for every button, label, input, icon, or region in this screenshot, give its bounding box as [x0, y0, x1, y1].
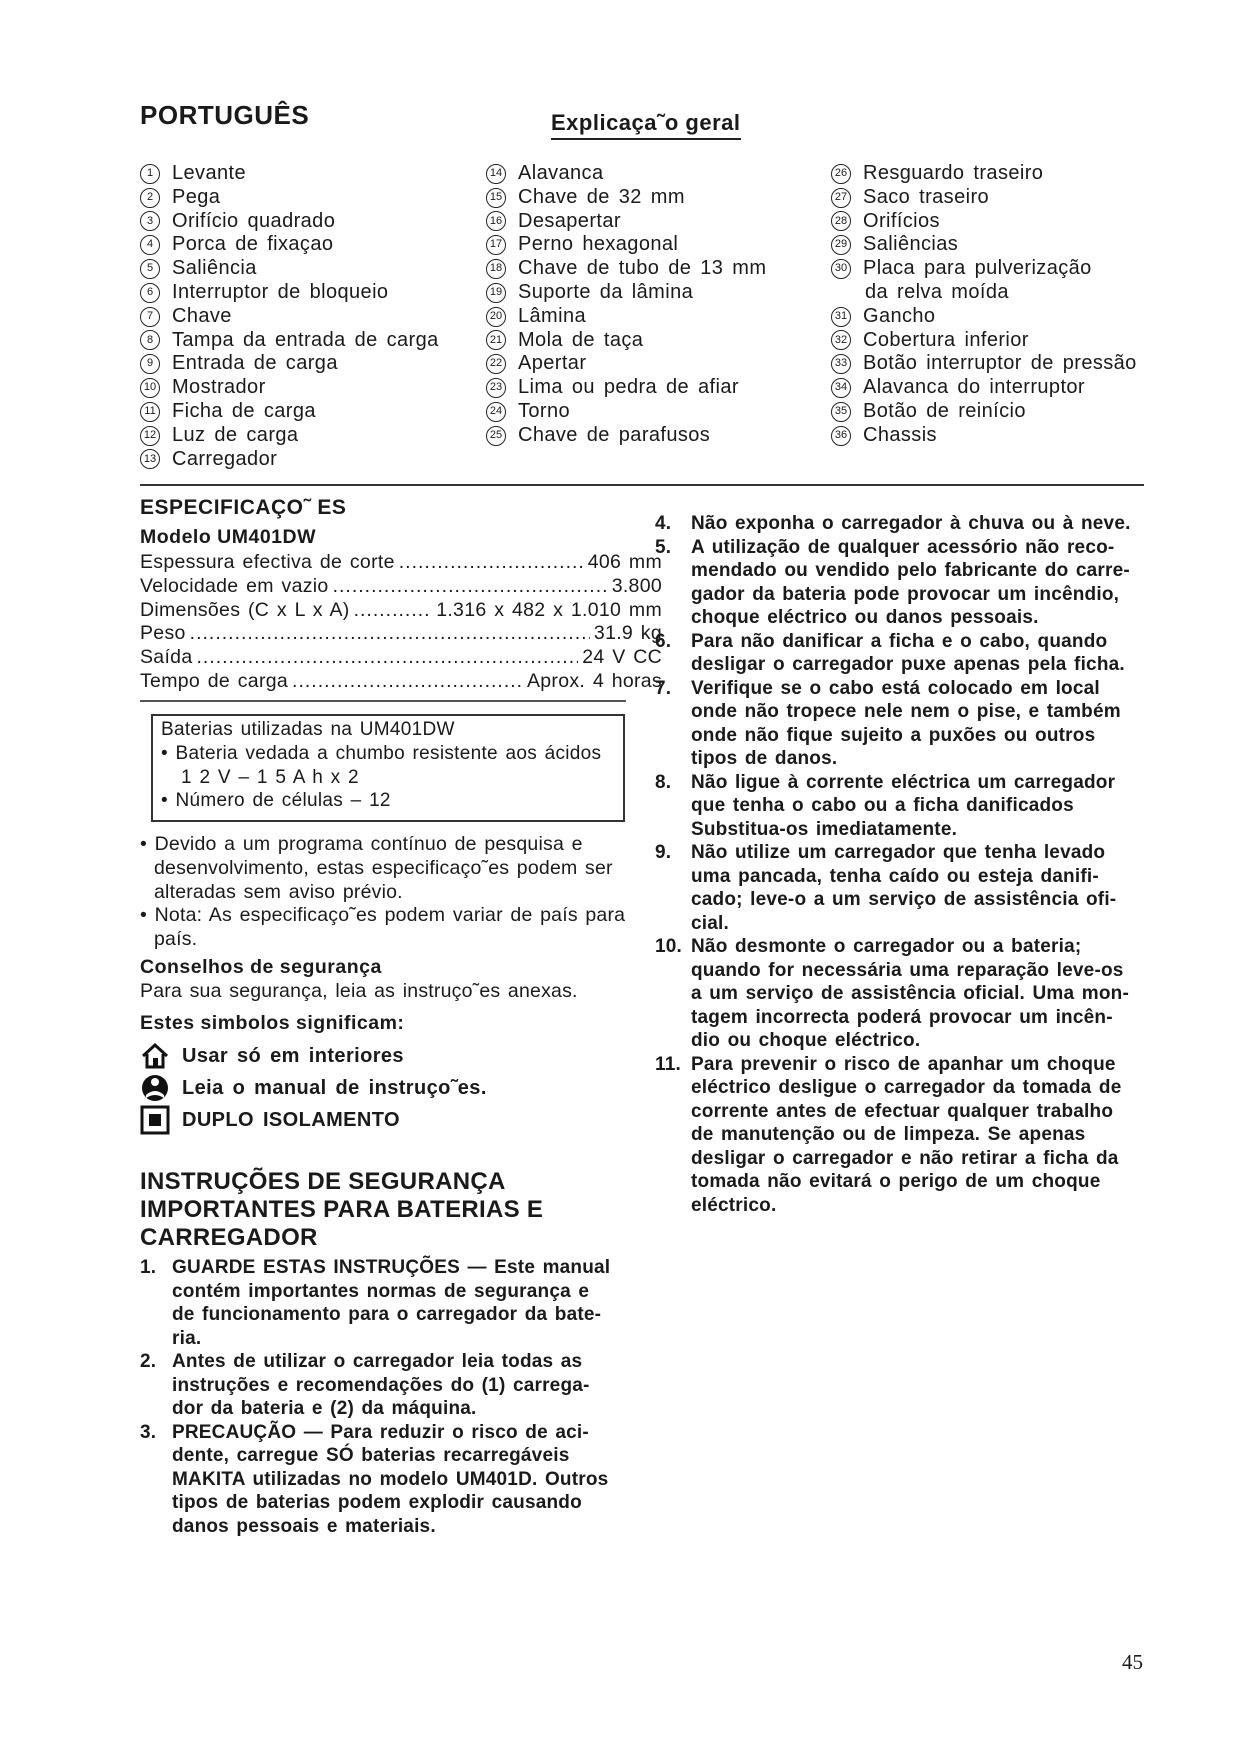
part-item: [486, 329, 766, 353]
part-label: Botão de reinício: [863, 399, 1026, 422]
instruction-line: onde não tropece nele nem o pise, e também: [691, 701, 1121, 722]
note-1-line-3: alteradas sem aviso prévio.: [154, 880, 403, 903]
dot-leader: [354, 599, 433, 623]
instruction-number: 2.: [140, 1351, 157, 1372]
part-label: Chave de 32 mm: [518, 185, 685, 208]
heading-line-3: CARREGADOR: [140, 1224, 318, 1251]
part-item: [140, 329, 439, 353]
part-item: [140, 233, 439, 257]
instruction-item: [140, 1256, 670, 1350]
instruction-number: 8.: [655, 771, 672, 793]
spec-value: 3.800: [611, 574, 662, 597]
part-number-badge: 12: [140, 426, 160, 446]
instruction-line: tomada não evitará o perigo de um choque: [691, 1171, 1101, 1192]
part-label: Carregador: [172, 447, 278, 470]
part-number-badge: 17: [486, 235, 506, 255]
double-insulation-icon: [140, 1105, 170, 1135]
instruction-item: [655, 771, 1195, 842]
parts-list-col1: [140, 162, 439, 471]
instruction-line: instruções e recomendações do (1) carrega-: [172, 1374, 590, 1396]
note-2-line-2: país.: [154, 928, 198, 951]
part-number-badge: 13: [140, 449, 160, 469]
part-item: [140, 257, 439, 281]
part-number-badge: 21: [486, 330, 506, 350]
part-number-badge: 20: [486, 307, 506, 327]
instructions-list-right: [655, 512, 1195, 1217]
battery-box-line2: 1 2 V – 1 5 A h x 2: [181, 766, 359, 788]
part-label: Placa para pulverização: [863, 257, 1092, 280]
instruction-line: danos pessoais e materiais.: [172, 1515, 436, 1537]
part-label: Apertar: [518, 352, 587, 375]
part-number-badge: 24: [486, 402, 506, 422]
safety-advice-title: Conselhos de segurança: [140, 956, 382, 978]
symbol-manual-row: [140, 1072, 487, 1104]
instruction-line: de manutenção ou de limpeza. Se apenas: [691, 1124, 1086, 1145]
parts-list-col2: [486, 162, 766, 448]
part-label: Orifícios: [863, 209, 940, 232]
part-item: [140, 424, 439, 448]
symbol-indoor-row: [140, 1040, 487, 1072]
part-item: [140, 400, 439, 424]
part-label: Perno hexagonal: [518, 233, 679, 256]
title-underline: [551, 138, 741, 140]
spec-value: 24 V CC: [582, 646, 662, 669]
instruction-line: Verifique se o cabo está colocado em local: [691, 677, 1100, 699]
part-label: Luz de carga: [172, 423, 299, 446]
symbols-list: [140, 1040, 487, 1136]
instruction-line: corrente antes de efectuar qualquer trabalho: [691, 1100, 1114, 1122]
part-label: Suporte da lâmina: [518, 280, 694, 303]
dot-leader: [190, 622, 590, 646]
battery-box-line3: • Número de células – 12: [161, 790, 391, 812]
battery-box-title: Baterias utilizadas na UM401DW: [161, 719, 455, 740]
instruction-line: contém importantes normas de segurança e: [172, 1280, 590, 1302]
instruction-line: gador da bateria pode provocar um incêndio,: [691, 583, 1120, 605]
part-number-badge: 18: [486, 259, 506, 279]
part-number-badge: 9: [140, 354, 160, 374]
instruction-line: dio ou choque eléctrico.: [691, 1030, 921, 1051]
part-number-badge: 6: [140, 283, 160, 303]
part-label: Pega: [172, 185, 221, 208]
part-number-badge: 23: [486, 378, 506, 398]
part-item: [486, 376, 766, 400]
part-number-badge: 25: [486, 426, 506, 446]
symbol-double-insulation-label: DUPLO ISOLAMENTO: [182, 1108, 400, 1131]
part-item: [486, 162, 766, 186]
part-item: [486, 424, 766, 448]
part-number-badge: 29: [831, 235, 851, 255]
page-number: 45: [1122, 1650, 1143, 1674]
part-label: Gancho: [863, 304, 936, 327]
instruction-line: tagem incorrecta poderá provocar um incên-: [691, 1006, 1113, 1028]
part-number-badge: 26: [831, 164, 851, 184]
dot-leader: [333, 575, 608, 599]
instruction-line: dente, carregue SÓ baterias recarregáveis: [172, 1445, 570, 1466]
part-label: Chassis: [863, 423, 937, 446]
dot-leader: [399, 551, 584, 575]
specifications-table: [140, 551, 662, 694]
instruction-number: 11.: [655, 1053, 681, 1075]
symbols-title: Estes simbolos significam:: [140, 1012, 405, 1034]
parts-list-col3: [831, 162, 1137, 448]
part-item: [831, 186, 1137, 210]
part-label-continuation: da relva moída: [865, 280, 1009, 303]
battery-info-box: [151, 714, 625, 822]
part-label: Mola de taça: [518, 328, 644, 351]
part-label: Tampa da entrada de carga: [172, 328, 439, 351]
instruction-line: Não utilize um carregador que tenha levado: [691, 842, 1106, 863]
instruction-line: onde não fique sujeito a puxões ou outros: [691, 724, 1096, 746]
instruction-line: cial.: [691, 912, 729, 934]
part-label: Saliências: [863, 233, 959, 256]
spec-row: [140, 622, 662, 646]
instruction-line: Não exponha o carregador à chuva ou à neve.: [691, 513, 1131, 534]
instruction-line: Para não danificar a ficha e o cabo, quando: [691, 630, 1108, 652]
part-number-badge: 35: [831, 402, 851, 422]
instruction-item: [655, 536, 1195, 630]
part-number-badge: 22: [486, 354, 506, 374]
part-number-badge: 5: [140, 259, 160, 279]
instruction-line: Antes de utilizar o carregador leia todas as: [172, 1351, 583, 1372]
instruction-line: Substitua-os imediatamente.: [691, 818, 958, 840]
part-item: [831, 424, 1137, 448]
part-item: [831, 162, 1137, 186]
spec-label: Velocidade em vazio: [140, 574, 329, 597]
part-item: [831, 376, 1137, 400]
part-item: [140, 162, 439, 186]
part-item: [140, 305, 439, 329]
instruction-number: 5.: [655, 536, 672, 558]
instruction-number: 9.: [655, 842, 672, 863]
instruction-item: [655, 841, 1195, 935]
part-label: Entrada de carga: [172, 352, 338, 375]
part-item: [486, 281, 766, 305]
part-number-badge: 1: [140, 164, 160, 184]
part-number-badge: 2: [140, 188, 160, 208]
part-item: [486, 400, 766, 424]
instruction-number: 7.: [655, 677, 672, 699]
part-label: Ficha de carga: [172, 399, 316, 422]
part-item: [831, 257, 1137, 281]
spec-row: [140, 551, 662, 575]
instruction-line: choque eléctrico ou danos pessoais.: [691, 607, 1039, 628]
part-item: [486, 233, 766, 257]
instruction-line: mendado ou vendido pelo fabricante do carre-: [691, 560, 1130, 581]
part-label: Mostrador: [172, 376, 266, 399]
instruction-number: 1.: [140, 1257, 157, 1278]
part-number-badge: 11: [140, 402, 160, 422]
spec-row: [140, 670, 662, 694]
part-number-badge: 32: [831, 330, 851, 350]
page-language-heading: PORTUGUÊS: [140, 100, 310, 130]
instruction-item: [655, 1053, 1195, 1218]
part-item: [486, 210, 766, 234]
part-number-badge: 3: [140, 211, 160, 231]
instruction-line: desligar o carregador e não retirar a ficha da: [691, 1147, 1119, 1169]
instructions-list-left: [140, 1256, 670, 1538]
symbol-indoor-label: Usar só em interiores: [182, 1044, 404, 1067]
part-label: Orifício quadrado: [172, 209, 336, 232]
part-item: [831, 233, 1137, 257]
part-label: Interruptor de bloqueio: [172, 280, 389, 303]
spec-label: Espessura efectiva de corte: [140, 551, 395, 573]
part-label: Alavanca do interruptor: [863, 376, 1085, 399]
instruction-line: Não desmonte o carregador ou a bateria;: [691, 936, 1082, 957]
instruction-line: dor da bateria e (2) da máquina.: [172, 1398, 477, 1419]
part-number-badge: 31: [831, 307, 851, 327]
read-manual-icon: [140, 1073, 170, 1103]
symbol-manual-label: Leia o manual de instruço˜es.: [182, 1076, 487, 1099]
instruction-item: [655, 935, 1195, 1053]
part-number-badge: 19: [486, 283, 506, 303]
spec-notes: [140, 833, 680, 952]
instruction-line: A utilização de qualquer acessório não reco-: [691, 536, 1115, 558]
spec-label: Dimensões (C x L x A): [140, 598, 350, 621]
instruction-line: de funcionamento para o carregador da bate-: [172, 1304, 602, 1325]
part-label: Chave de tubo de 13 mm: [518, 257, 767, 280]
safety-advice-text: Para sua segurança, leia as instruço˜es anexas.: [140, 980, 578, 1002]
spec-label: Saída: [140, 646, 193, 669]
instruction-item: [655, 630, 1195, 677]
note-1-line-2: desenvolvimento, estas especificaço˜es podem ser: [154, 856, 613, 879]
note-1-line-1: • Devido a um programa contínuo de pesquisa e: [140, 833, 583, 855]
instruction-line: MAKITA utilizadas no modelo UM401D. Outros: [172, 1468, 609, 1490]
instruction-number: 4.: [655, 513, 672, 534]
part-number-badge: 8: [140, 330, 160, 350]
dot-leader: [292, 670, 523, 694]
instruction-line: tipos de danos.: [691, 748, 838, 769]
part-label: Botão interruptor de pressão: [863, 352, 1137, 375]
part-label: Resguardo traseiro: [863, 162, 1044, 184]
part-label: Desapertar: [518, 209, 621, 232]
part-item: [140, 352, 439, 376]
instruction-line: desligar o carregador puxe apenas pela ficha.: [691, 654, 1125, 675]
part-label: Saco traseiro: [863, 185, 990, 208]
spec-label: Tempo de carga: [140, 669, 289, 692]
instruction-line: que tenha o cabo ou a ficha danificados: [691, 795, 1074, 816]
part-label: Cobertura inferior: [863, 328, 1029, 351]
part-label: Chave de parafusos: [518, 423, 711, 446]
spec-value: 1.316 x 482 x 1.010 mm: [436, 598, 662, 621]
part-label: Levante: [172, 162, 246, 184]
instruction-item: [140, 1350, 670, 1421]
spec-label: Peso: [140, 622, 186, 645]
part-item: [831, 305, 1137, 329]
symbol-double-insulation-row: [140, 1104, 487, 1136]
part-number-badge: 4: [140, 235, 160, 255]
part-item: [140, 448, 439, 472]
instruction-number: 6.: [655, 630, 672, 652]
part-item: [486, 186, 766, 210]
part-item: [486, 352, 766, 376]
part-label: Lima ou pedra de afiar: [518, 376, 739, 399]
spec-row: [140, 646, 662, 670]
spec-value: Aprox. 4 horas: [526, 669, 662, 692]
model-label: Modelo UM401DW: [140, 526, 317, 548]
instruction-line: a um serviço de assistência oficial. Uma mon-: [691, 983, 1129, 1004]
part-number-badge: 36: [831, 426, 851, 446]
instruction-line: Não ligue à corrente eléctrica um carregador: [691, 771, 1116, 793]
part-item: [140, 376, 439, 400]
house-icon: [140, 1042, 170, 1070]
part-number-badge: 34: [831, 378, 851, 398]
part-number-badge: 7: [140, 307, 160, 327]
part-item: [140, 210, 439, 234]
dot-leader: [196, 646, 578, 670]
part-number-badge: 15: [486, 188, 506, 208]
part-item: [831, 329, 1137, 353]
instruction-line: eléctrico desligue o carregador da tomada de: [691, 1077, 1122, 1098]
instruction-line: ria.: [172, 1327, 202, 1349]
instruction-number: 3.: [140, 1421, 157, 1443]
spec-value: 31.9 kg: [593, 622, 662, 645]
battery-box-line1: • Bateria vedada a chumbo resistente aos ácidos: [161, 742, 602, 764]
safety-instructions-heading: [140, 1168, 700, 1252]
part-item: [140, 186, 439, 210]
part-number-badge: 14: [486, 164, 506, 184]
instruction-line: tipos de baterias podem explodir causando: [172, 1492, 582, 1513]
part-number-badge: 28: [831, 211, 851, 231]
heading-line-1: INSTRUÇÕES DE SEGURANÇA: [140, 1168, 506, 1195]
instruction-line: PRECAUÇÃO — Para reduzir o risco de aci-: [172, 1421, 589, 1443]
part-label: Alavanca: [518, 162, 604, 184]
part-item: [831, 210, 1137, 234]
specifications-title: ESPECIFICAÇO˜ ES: [140, 496, 347, 519]
part-number-badge: 30: [831, 259, 851, 279]
instruction-line: Para prevenir o risco de apanhar um choque: [691, 1053, 1116, 1075]
part-item: [486, 257, 766, 281]
instruction-item: [655, 677, 1195, 771]
part-number-badge: 10: [140, 378, 160, 398]
instruction-line: GUARDE ESTAS INSTRUÇÕES — Este manual: [172, 1257, 611, 1278]
instruction-line: cado; leve-o a um serviço de assistência ofi-: [691, 889, 1117, 910]
part-label: Chave: [172, 304, 232, 327]
instruction-number: 10.: [655, 936, 683, 957]
part-number-badge: 27: [831, 188, 851, 208]
part-item: [486, 305, 766, 329]
spec-row: [140, 599, 662, 623]
part-item: [831, 400, 1137, 424]
instruction-line: uma pancada, tenha caído ou esteja danifi-: [691, 865, 1099, 887]
heading-line-2: IMPORTANTES PARA BATERIAS E: [140, 1196, 544, 1223]
spec-row: [140, 575, 662, 599]
general-explanation-title: Explicaça˜o geral: [551, 110, 741, 135]
part-label: Torno: [518, 399, 571, 422]
instruction-line: quando for necessária uma reparação leve-os: [691, 959, 1124, 981]
note-2-line-1: • Nota: As especificaço˜es podem variar de país para: [140, 904, 626, 927]
instruction-line: eléctrico.: [691, 1194, 777, 1216]
instruction-item: [655, 512, 1195, 536]
part-item: [140, 281, 439, 305]
section-divider: [140, 484, 1144, 486]
spec-value: 406 mm: [587, 551, 662, 573]
part-label: Porca de fixaçao: [172, 233, 334, 256]
part-number-badge: 16: [486, 211, 506, 231]
part-item: [831, 352, 1137, 376]
spec-divider: [140, 700, 626, 702]
instruction-item: [140, 1421, 670, 1539]
part-number-badge: 33: [831, 354, 851, 374]
part-label: Lâmina: [518, 304, 586, 327]
part-label: Saliência: [172, 257, 257, 280]
